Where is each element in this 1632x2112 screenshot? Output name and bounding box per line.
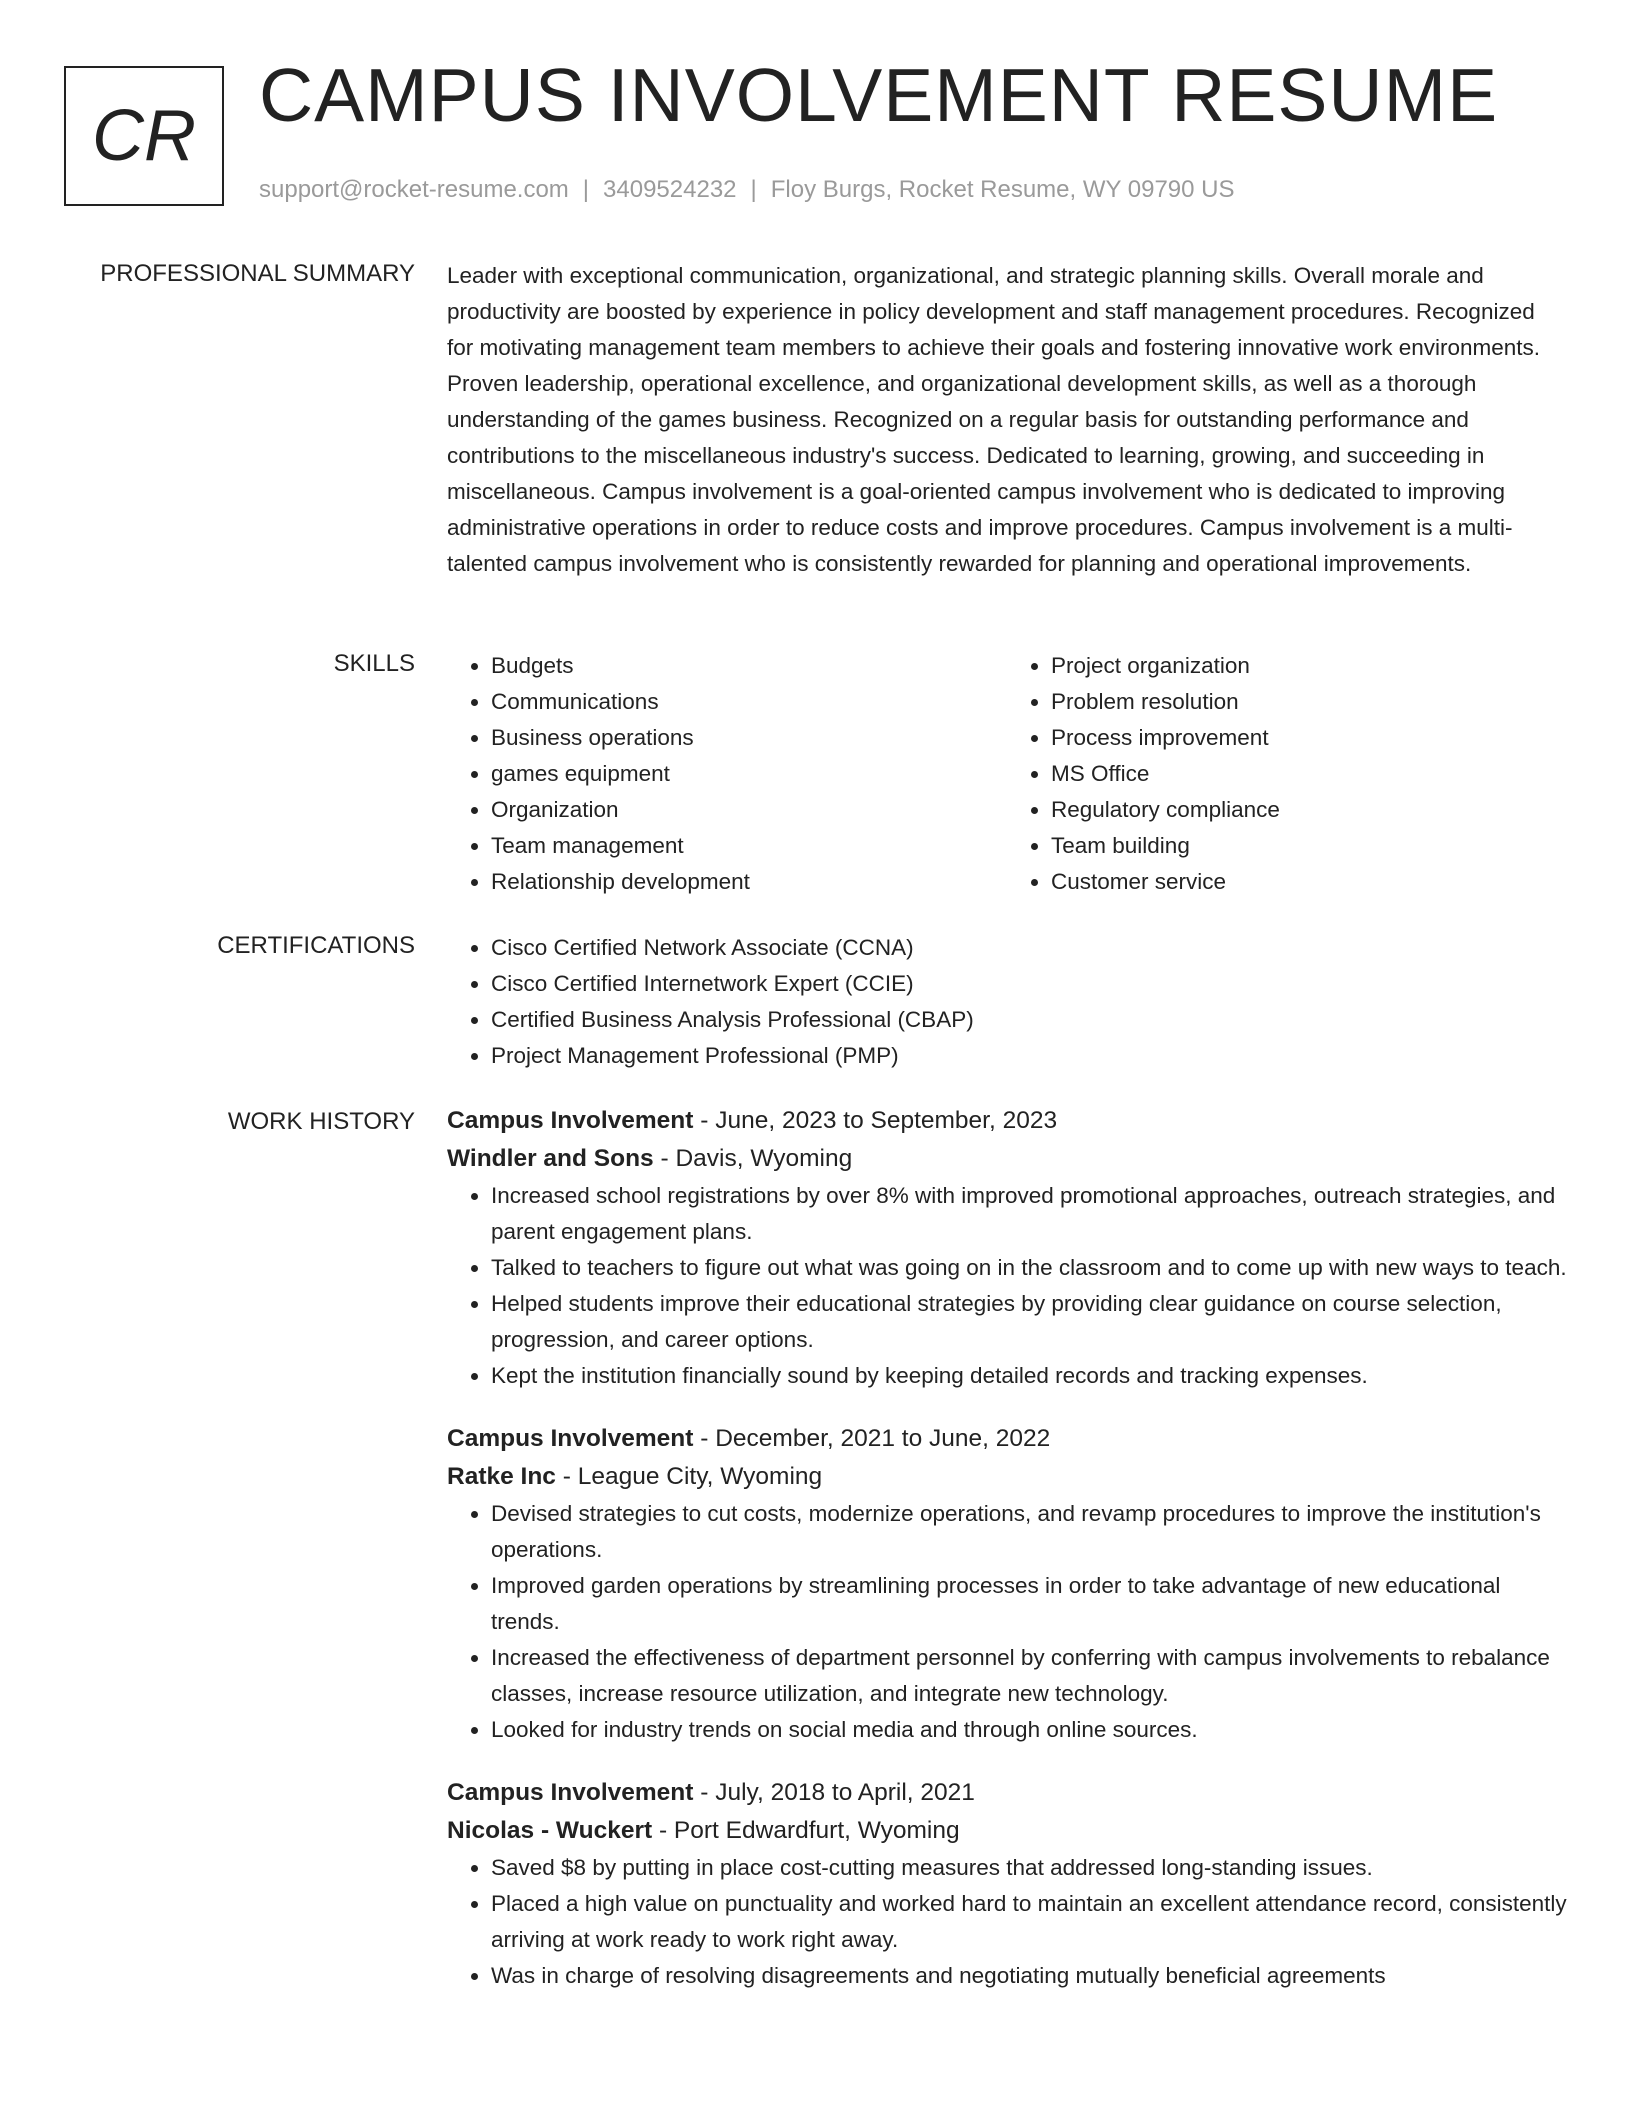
job-title-line	[447, 1102, 1567, 1140]
job-location: - Davis, Wyoming	[653, 1145, 853, 1172]
skill-item: • Business operations	[491, 720, 1007, 756]
section-heading: CERTIFICATIONS	[217, 932, 415, 959]
skill-item: • Problem resolution	[1051, 684, 1567, 720]
job-bullet: • Saved $8 by putting in place cost-cutting measures that addressed long-standing issues.	[491, 1850, 1567, 1886]
summary-text: Leader with exceptional communication, organizational, and strategic planning skills. Overall morale and productivity are boosted by experience in policy development and staff management procedures. Recognized for motivating management team members to achieve their goals and fostering innovative work environments. Proven leadership, operational excellence, and organizational development skills, as well as a thorough understanding of the games business. Recognized on a regular basis for outstanding performance and contributions to the miscellaneous industry's success. Dedicated to learning, growing, and succeeding in miscellaneous. Campus involvement is a goal-oriented campus involvement who is dedicated to improving administrative operations in order to reduce costs and improve procedures. Campus involvement is a multi-talented campus involvement who is consistently rewarded for planning and operational improvements.	[447, 263, 1541, 576]
contact-line	[259, 176, 1235, 204]
job-location: - Port Edwardfurt, Wyoming	[652, 1817, 960, 1844]
monogram-text: CR	[92, 96, 196, 176]
job-title-line	[447, 1774, 1567, 1812]
skill-item: • Project organization	[1051, 648, 1567, 684]
job-company-line	[447, 1458, 1567, 1496]
job-bullet-list	[447, 1850, 1567, 1994]
job-bullet: • Devised strategies to cut costs, modernize operations, and revamp procedures to improve the institution's operations.	[491, 1496, 1567, 1568]
skill-item: • Communications	[491, 684, 1007, 720]
job-entry	[447, 1102, 1567, 1394]
skill-item: • Process improvement	[1051, 720, 1567, 756]
skill-item: • MS Office	[1051, 756, 1567, 792]
job-company: Ratke Inc	[447, 1463, 556, 1490]
job-title: Campus Involvement	[447, 1779, 694, 1806]
certification-item: • Certified Business Analysis Professional (CBAP)	[491, 1002, 1567, 1038]
skills-list-left	[447, 648, 1007, 900]
job-bullet: • Increased the effectiveness of department personnel by conferring with campus involvements to rebalance classes, increase resource utilization, and integrate new technology.	[491, 1640, 1567, 1712]
skill-item: • Team management	[491, 828, 1007, 864]
skill-item: • Organization	[491, 792, 1007, 828]
job-bullet: • Talked to teachers to figure out what was going on in the classroom and to come up with new ways to teach.	[491, 1250, 1567, 1286]
certification-item: • Project Management Professional (PMP)	[491, 1038, 1567, 1074]
skill-item: • Regulatory compliance	[1051, 792, 1567, 828]
job-company-line	[447, 1812, 1567, 1850]
skills-list-right	[1007, 648, 1567, 900]
job-bullet: • Increased school registrations by over 8% with improved promotional approaches, outreach strategies, and parent engagement plans.	[491, 1178, 1567, 1250]
contact-phone: 3409524232	[603, 176, 737, 203]
job-company-line	[447, 1140, 1567, 1178]
skills-columns	[447, 648, 1567, 900]
job-title: Campus Involvement	[447, 1107, 694, 1134]
job-company: Windler and Sons	[447, 1145, 654, 1172]
job-bullet: • Helped students improve their educational strategies by providing clear guidance on course selection, progression, and career options.	[491, 1286, 1567, 1358]
job-bullet: • Placed a high value on punctuality and worked hard to maintain an excellent attendance record, consistently arriving at work ready to work right away.	[491, 1886, 1567, 1958]
resume-title: CAMPUS INVOLVEMENT RESUME	[259, 53, 1499, 137]
contact-separator: |	[582, 176, 590, 203]
job-location: - League City, Wyoming	[555, 1463, 823, 1490]
job-entry	[447, 1774, 1567, 1994]
contact-address: Floy Burgs, Rocket Resume, WY 09790 US	[770, 176, 1235, 203]
job-title: Campus Involvement	[447, 1425, 694, 1452]
certification-item: • Cisco Certified Network Associate (CCNA)	[491, 930, 1567, 966]
job-entry	[447, 1420, 1567, 1748]
contact-separator: |	[750, 176, 757, 203]
job-dates: - July, 2018 to April, 2021	[693, 1779, 975, 1806]
skill-item: • Budgets	[491, 648, 1007, 684]
skill-item: • games equipment	[491, 756, 1007, 792]
job-dates: - June, 2023 to September, 2023	[693, 1107, 1058, 1134]
certification-item: • Cisco Certified Internetwork Expert (CCIE)	[491, 966, 1567, 1002]
work-history-body	[447, 1102, 1567, 2020]
job-company: Nicolas - Wuckert	[447, 1817, 653, 1844]
job-dates: - December, 2021 to June, 2022	[693, 1425, 1051, 1452]
skill-item: • Relationship development	[491, 864, 1007, 900]
contact-email: support@rocket-resume.com	[259, 176, 569, 203]
job-bullet-list	[447, 1178, 1567, 1394]
certifications-list	[447, 930, 1567, 1074]
job-bullet: • Looked for industry trends on social media and through online sources.	[491, 1712, 1567, 1748]
job-bullet: • Improved garden operations by streamlining processes in order to take advantage of new educational trends.	[491, 1568, 1567, 1640]
job-bullet: • Was in charge of resolving disagreements and negotiating mutually beneficial agreements	[491, 1958, 1567, 1994]
certifications-body	[447, 930, 1567, 1074]
skill-item: • Team building	[1051, 828, 1567, 864]
monogram-badge	[64, 66, 224, 206]
skill-item: • Customer service	[1051, 864, 1567, 900]
job-bullet-list	[447, 1496, 1567, 1748]
section-heading: SKILLS	[333, 650, 415, 677]
job-title-line	[447, 1420, 1567, 1458]
job-bullet: • Kept the institution financially sound by keeping detailed records and tracking expenses.	[491, 1358, 1567, 1394]
section-heading: WORK HISTORY	[227, 1108, 415, 1135]
section-heading: PROFESSIONAL SUMMARY	[100, 260, 415, 287]
